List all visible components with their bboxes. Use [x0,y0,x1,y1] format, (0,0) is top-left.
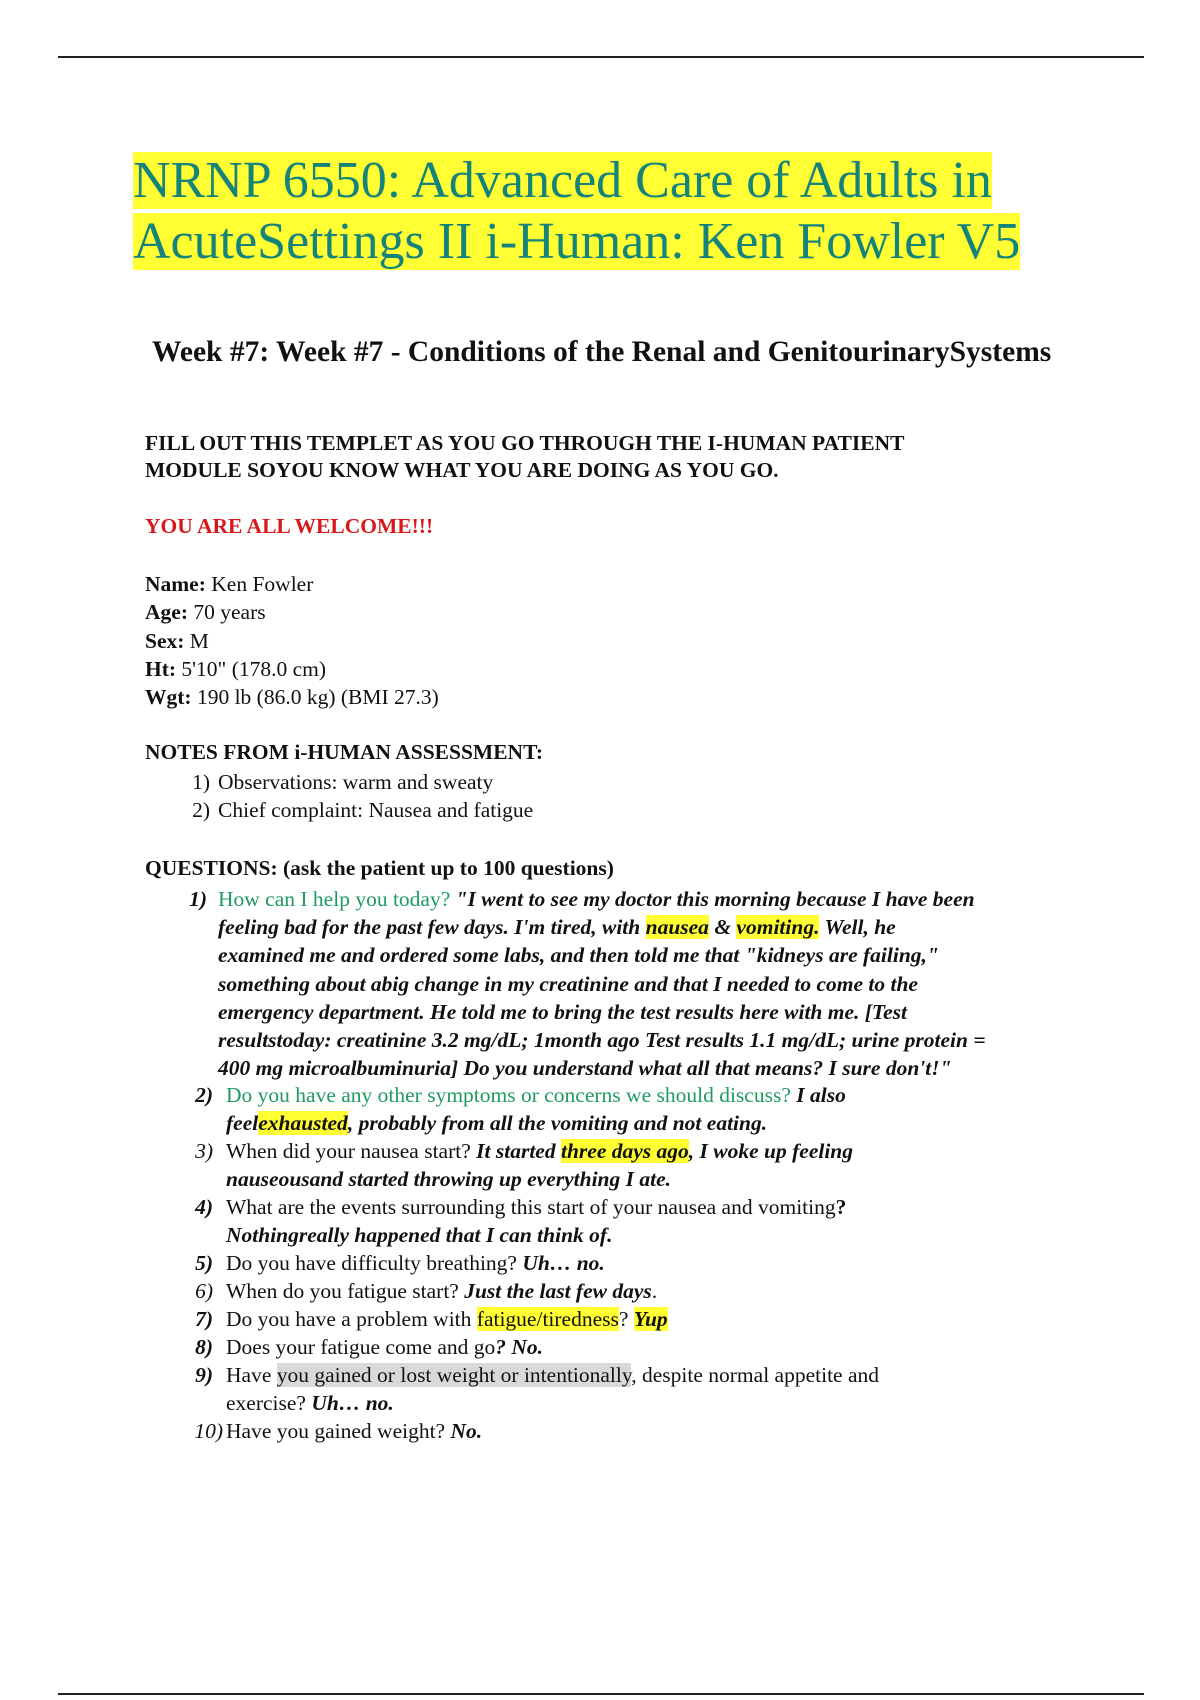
list-item [145,796,1045,824]
highlight-weight: you gained or lost weight or intentionally [276,1363,632,1387]
question-9 [145,1361,1105,1417]
note-text: Chief complaint: Nausea and fatigue [218,798,534,822]
week-heading: Week #7: Week #7 - Conditions of the Renal and GenitourinarySystems [152,336,1052,368]
answer-text: emergency department. He told me to bring the test results here with me. [Test [218,999,907,1024]
question-text: Do you have a problem with [226,1307,477,1331]
question-mark: ? [618,1307,634,1331]
bottom-rule [58,1693,1144,1695]
notes-list [145,768,1045,824]
highlight-vomiting: vomiting. [736,915,820,940]
answer-text: Just the last few days [464,1279,652,1303]
answer-text: Well, he [819,915,896,940]
question-number: 1) [189,887,207,911]
question-text: Does your fatigue come and go [226,1335,496,1359]
question-mark: ? [835,1195,847,1219]
height-label: Ht: [145,656,177,681]
question-3 [145,1137,1105,1193]
highlight-nausea: nausea [645,915,709,940]
question-number: 8) [195,1335,213,1359]
question-text: exercise? [226,1391,312,1416]
answer-text: , I woke up feeling [688,1139,854,1163]
question-number: 10) [194,1419,223,1443]
answer-text: No. [450,1419,483,1443]
answer-text: 400 mg microalbuminuria] Do you understand what all that means? I sure don't!" [218,1056,952,1081]
question-text: , despite normal appetite and [631,1363,880,1387]
note-number: 2) [192,798,210,822]
highlight-fatigue: fatigue/tiredness [476,1307,619,1331]
question-text: How can I help you today? [218,887,451,911]
answer-text: Uh… no. [311,1391,394,1416]
answer-text: something about abig change in my creatinine and that I needed to come to the [218,971,918,996]
question-number: 2) [195,1083,213,1107]
answer-text: It started [476,1139,561,1163]
highlight-three-days: three days ago [560,1139,689,1163]
question-text: When do you fatigue start? [226,1279,465,1303]
questions-heading: QUESTIONS: (ask the patient up to 100 questions) [145,856,614,880]
answer-text: Uh… no. [522,1251,605,1275]
sex-label: Sex: [145,628,185,653]
question-10 [145,1417,1105,1445]
question-text: Have you gained weight? [226,1419,451,1443]
patient-weight: 190 lb (86.0 kg) (BMI 27.3) [191,685,439,710]
top-rule [58,56,1144,58]
question-8 [145,1333,1105,1361]
patient-sex: M [184,628,209,653]
name-label: Name: [145,572,206,596]
answer-text: feeling bad for the past few days. I'm tired, with [218,915,646,940]
document-title [133,150,1033,272]
question-text: Have [226,1363,277,1387]
question-number: 5) [195,1251,213,1275]
instructions [145,430,1095,484]
answer-text: nauseousand started throwing up everything I ate. [226,1167,672,1192]
question-number: 3) [195,1139,213,1163]
note-number: 1) [192,770,210,794]
patient-height: 5'10" (178.0 cm) [176,656,327,681]
question-5 [145,1249,1105,1277]
question-text: When did your nausea start? [226,1139,477,1163]
answer-text: feel [226,1111,259,1136]
question-2 [145,1081,1105,1137]
title-line-1: NRNP 6550: Advanced Care of Adults in [133,152,992,209]
patient-info [145,570,439,711]
highlight-exhausted: exhausted [258,1111,348,1136]
answer-text: resultstoday: creatinine 3.2 mg/dL; 1month ago Test results 1.1 mg/dL; urine protein = [218,1028,986,1053]
question-text: Do you have difficulty breathing? [226,1251,523,1275]
answer-text: Nothingreally happened that I can think of. [226,1223,613,1248]
period: . [651,1279,658,1303]
instructions-line-2: MODULE SOYOU KNOW WHAT YOU ARE DOING AS YOU GO. [145,458,779,482]
answer-text: ? No. [495,1335,544,1359]
title-line-2: AcuteSettings II i-Human: Ken Fowler V5 [133,213,1021,270]
patient-name: Ken Fowler [205,572,314,596]
age-label: Age: [145,600,188,625]
question-number: 4) [195,1195,213,1219]
patient-age: 70 years [187,600,266,625]
highlight-yup: Yup [633,1307,668,1331]
answer-text: & [708,915,737,940]
question-6 [145,1277,1105,1305]
question-text: What are the events surrounding this start of your nausea and vomiting [226,1195,836,1219]
answer-text: I also [790,1083,846,1107]
question-number: 7) [195,1307,213,1331]
question-4 [145,1193,1105,1249]
weight-label: Wgt: [145,685,192,710]
answer-text: , probably from all the vomiting and not eating. [347,1111,768,1136]
question-text: Do you have any other symptoms or concerns we should discuss? [226,1083,791,1107]
question-7 [145,1305,1105,1333]
answer-text: examined me and ordered some labs, and then told me that "kidneys are failing," [218,943,939,968]
answer-text: "I went to see my doctor this morning because I have been [450,887,975,911]
note-text: Observations: warm and sweaty [218,770,494,794]
list-item [145,768,1045,796]
welcome-message: YOU ARE ALL WELCOME!!! [145,514,434,538]
question-number: 6) [195,1279,213,1303]
notes-heading: NOTES FROM i-HUMAN ASSESSMENT: [145,740,543,764]
question-number: 9) [195,1363,213,1387]
question-1 [145,885,1105,1082]
instructions-line-1: FILL OUT THIS TEMPLET AS YOU GO THROUGH THE I-HUMAN PATIENT [145,431,905,455]
